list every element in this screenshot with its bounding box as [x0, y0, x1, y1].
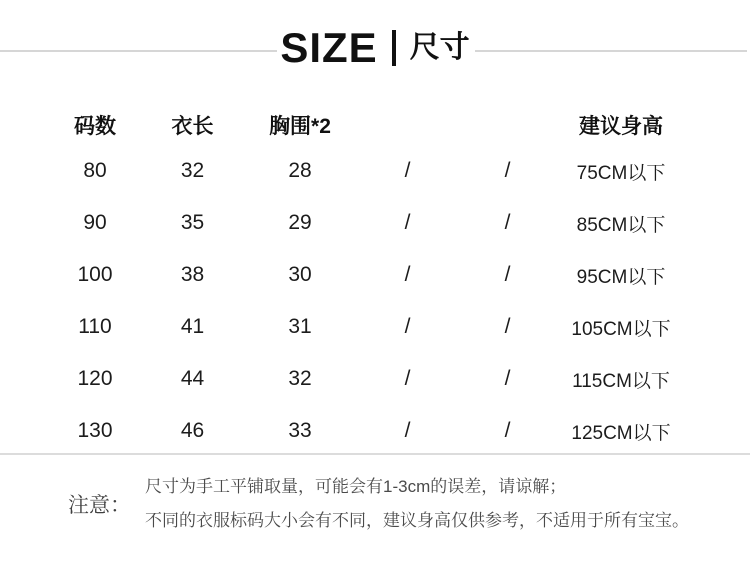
table-cell: / — [404, 419, 411, 442]
table-cell: 75CM以下 — [576, 162, 666, 184]
table-cell: / — [404, 315, 411, 338]
table-cell: 29 — [288, 211, 312, 234]
table-cell: / — [504, 263, 511, 286]
title-en: SIZE — [280, 24, 378, 71]
table-cell: 44 — [180, 367, 205, 390]
table-cell: 35 — [180, 211, 205, 234]
note-line-1: 尺寸为手工平铺取量，可能会有1-3cm的误差，请谅解； — [145, 477, 567, 496]
page-title — [0, 0, 750, 96]
table-bottom-rule — [0, 453, 750, 455]
title-divider-bar — [392, 30, 396, 66]
table-cell: 120 — [77, 367, 113, 390]
note-label: 注意： — [68, 494, 131, 517]
note-section — [68, 470, 689, 538]
table-cell: 41 — [180, 315, 205, 338]
table-cell: 105CM以下 — [571, 318, 671, 340]
size-table — [50, 105, 687, 457]
table-cell: / — [504, 419, 511, 442]
table-cell: / — [404, 211, 411, 234]
table-cell: / — [404, 159, 411, 182]
column-header-size-code: 码数 — [74, 115, 116, 138]
column-header-height: 建议身高 — [579, 115, 663, 138]
table-cell: 100 — [77, 263, 113, 286]
table-cell: / — [404, 367, 411, 390]
column-header-length: 衣长 — [171, 115, 214, 138]
table-cell: 32 — [180, 159, 205, 182]
table-cell: 90 — [83, 211, 107, 234]
column-header-chest: 胸围*2 — [269, 115, 331, 138]
table-cell: 30 — [288, 263, 312, 286]
table-cell: 125CM以下 — [571, 422, 671, 444]
table-cell: 33 — [288, 419, 312, 442]
table-cell: 115CM以下 — [572, 370, 670, 392]
table-cell: 28 — [288, 159, 312, 182]
title-zh: 尺寸 — [409, 31, 470, 64]
table-cell: 31 — [288, 315, 312, 338]
table-cell: 38 — [180, 263, 205, 286]
table-cell: 130 — [77, 419, 113, 442]
note-lines — [145, 470, 689, 538]
table-cell: / — [504, 159, 511, 182]
table-cell: / — [504, 211, 511, 234]
table-cell: 46 — [180, 419, 205, 442]
table-cell: 80 — [83, 159, 107, 182]
table-cell: 85CM以下 — [576, 214, 666, 236]
note-line-2: 不同的衣服标码大小会有不同，建议身高仅供参考，不适用于所有宝宝。 — [145, 511, 689, 530]
table-cell: / — [404, 263, 411, 286]
column-header-empty-2 — [460, 105, 555, 145]
column-header-empty-1 — [355, 105, 460, 145]
table-cell: 110 — [78, 315, 112, 338]
table-cell: 95CM以下 — [576, 266, 666, 288]
table-cell: / — [504, 367, 511, 390]
table-cell: 32 — [288, 367, 312, 390]
table-cell: / — [504, 315, 511, 338]
